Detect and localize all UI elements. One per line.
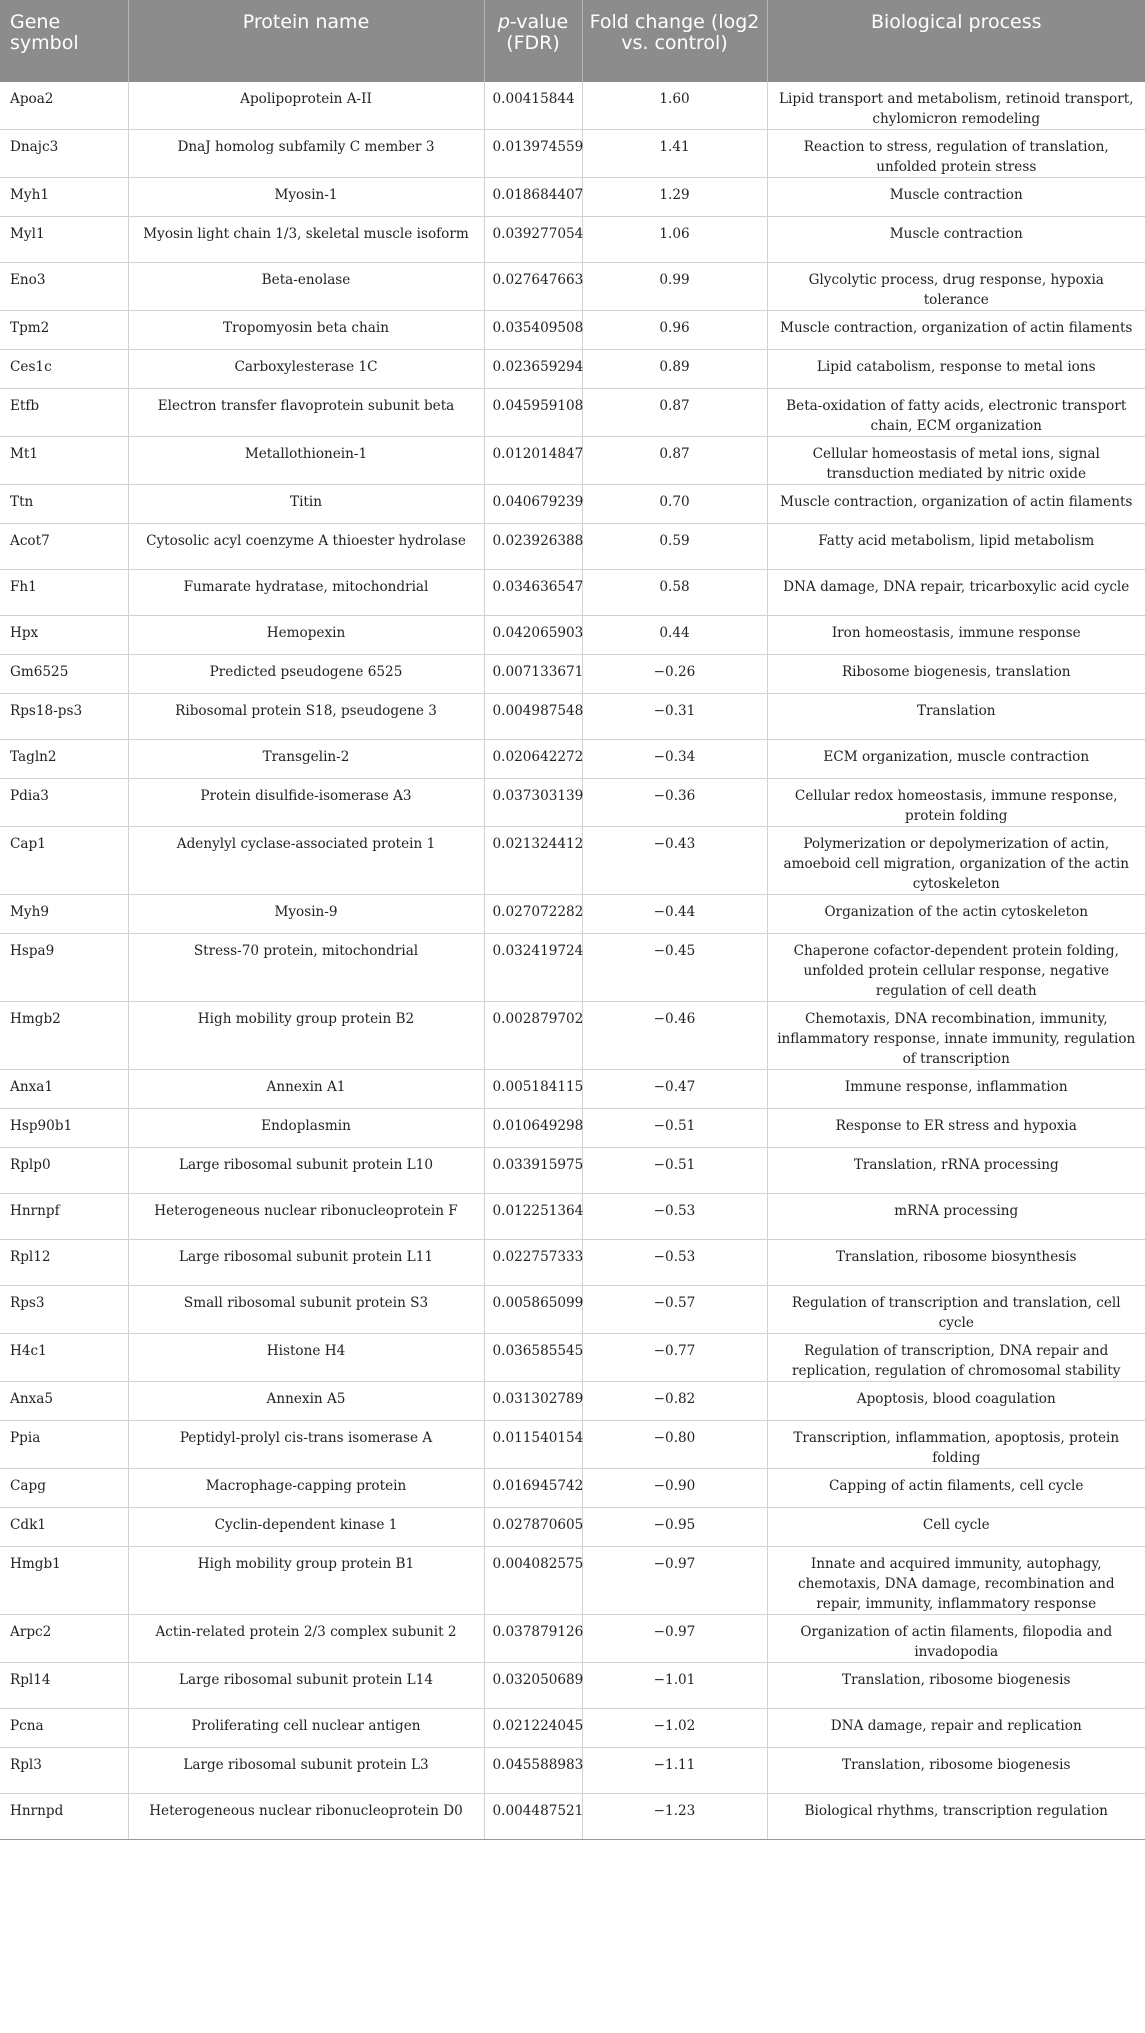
- table-row: [0, 178, 1145, 217]
- cell-biological-process: Chemotaxis, DNA recombination, immunity, inflammatory response, innate immunity, regulation of transcription: [767, 1002, 1145, 1070]
- table-row: [0, 311, 1145, 350]
- cell-fold-change: −0.34: [582, 740, 767, 779]
- cell-gene-symbol: Cdk1: [0, 1508, 128, 1547]
- cell-p-value: 0.033915975: [484, 1148, 582, 1194]
- cell-biological-process: Polymerization or depolymerization of actin, amoeboid cell migration, organization of the actin cytoskeleton: [767, 827, 1145, 895]
- cell-protein-name: Heterogeneous nuclear ribonucleoprotein F: [128, 1194, 484, 1240]
- cell-gene-symbol: Hsp90b1: [0, 1109, 128, 1148]
- cell-p-value: 0.023659294: [484, 350, 582, 389]
- cell-protein-name: Electron transfer flavoprotein subunit beta: [128, 389, 484, 437]
- cell-gene-symbol: Hmgb2: [0, 1002, 128, 1070]
- table-row: [0, 82, 1145, 130]
- table-row: [0, 1421, 1145, 1469]
- cell-p-value: 0.045959108: [484, 389, 582, 437]
- cell-fold-change: −1.02: [582, 1709, 767, 1748]
- cell-gene-symbol: Rpl3: [0, 1748, 128, 1794]
- cell-p-value: 0.023926388: [484, 524, 582, 570]
- cell-gene-symbol: Tpm2: [0, 311, 128, 350]
- cell-gene-symbol: Tagln2: [0, 740, 128, 779]
- table-row: [0, 1002, 1145, 1070]
- cell-gene-symbol: Rpl14: [0, 1663, 128, 1709]
- table-row: [0, 740, 1145, 779]
- table-row: [0, 1709, 1145, 1748]
- cell-p-value: 0.016945742: [484, 1469, 582, 1508]
- cell-p-value: 0.031302789: [484, 1382, 582, 1421]
- cell-p-value: 0.012251364: [484, 1194, 582, 1240]
- cell-protein-name: Peptidyl-prolyl cis-trans isomerase A: [128, 1421, 484, 1469]
- cell-gene-symbol: Ppia: [0, 1421, 128, 1469]
- table-row: [0, 694, 1145, 740]
- cell-biological-process: mRNA processing: [767, 1194, 1145, 1240]
- table-row: [0, 1070, 1145, 1109]
- cell-gene-symbol: H4c1: [0, 1334, 128, 1382]
- cell-biological-process: Organization of actin filaments, filopodia and invadopodia: [767, 1615, 1145, 1663]
- table-row: [0, 1508, 1145, 1547]
- cell-p-value: 0.020642272: [484, 740, 582, 779]
- cell-fold-change: 1.06: [582, 217, 767, 263]
- table-row: [0, 524, 1145, 570]
- cell-p-value: 0.004987548: [484, 694, 582, 740]
- cell-gene-symbol: Fh1: [0, 570, 128, 616]
- table-row: [0, 1469, 1145, 1508]
- cell-protein-name: Myosin-9: [128, 895, 484, 934]
- cell-biological-process: Lipid catabolism, response to metal ions: [767, 350, 1145, 389]
- cell-p-value: 0.021324412: [484, 827, 582, 895]
- cell-biological-process: Response to ER stress and hypoxia: [767, 1109, 1145, 1148]
- cell-gene-symbol: Rpl12: [0, 1240, 128, 1286]
- cell-biological-process: Muscle contraction, organization of actin filaments: [767, 485, 1145, 524]
- cell-gene-symbol: Acot7: [0, 524, 128, 570]
- cell-biological-process: Translation, ribosome biosynthesis: [767, 1240, 1145, 1286]
- cell-fold-change: −1.23: [582, 1794, 767, 1840]
- cell-fold-change: 1.41: [582, 130, 767, 178]
- cell-gene-symbol: Arpc2: [0, 1615, 128, 1663]
- cell-biological-process: Transcription, inflammation, apoptosis, protein folding: [767, 1421, 1145, 1469]
- header-p-value-italic: p: [497, 11, 510, 33]
- cell-protein-name: Cyclin-dependent kinase 1: [128, 1508, 484, 1547]
- cell-p-value: 0.035409508: [484, 311, 582, 350]
- cell-gene-symbol: Rps3: [0, 1286, 128, 1334]
- cell-biological-process: DNA damage, DNA repair, tricarboxylic acid cycle: [767, 570, 1145, 616]
- cell-protein-name: Transgelin-2: [128, 740, 484, 779]
- cell-gene-symbol: Myh9: [0, 895, 128, 934]
- cell-p-value: 0.011540154: [484, 1421, 582, 1469]
- cell-fold-change: −0.53: [582, 1240, 767, 1286]
- cell-protein-name: Hemopexin: [128, 616, 484, 655]
- cell-fold-change: 0.96: [582, 311, 767, 350]
- cell-p-value: 0.027072282: [484, 895, 582, 934]
- cell-biological-process: Translation, ribosome biogenesis: [767, 1663, 1145, 1709]
- cell-protein-name: Protein disulfide-isomerase A3: [128, 779, 484, 827]
- cell-fold-change: −1.11: [582, 1748, 767, 1794]
- cell-p-value: 0.004487521: [484, 1794, 582, 1840]
- table-row: [0, 1794, 1145, 1840]
- cell-protein-name: Annexin A1: [128, 1070, 484, 1109]
- cell-biological-process: Cellular homeostasis of metal ions, signal transduction mediated by nitric oxide: [767, 437, 1145, 485]
- cell-protein-name: Titin: [128, 485, 484, 524]
- cell-fold-change: −0.97: [582, 1615, 767, 1663]
- cell-p-value: 0.037303139: [484, 779, 582, 827]
- header-gene-symbol: Gene symbol: [0, 0, 128, 82]
- cell-p-value: 0.032419724: [484, 934, 582, 1002]
- cell-fold-change: −1.01: [582, 1663, 767, 1709]
- table-row: [0, 1615, 1145, 1663]
- cell-biological-process: Muscle contraction, organization of actin filaments: [767, 311, 1145, 350]
- header-fold-change: Fold change (log2 vs. control): [582, 0, 767, 82]
- cell-p-value: 0.032050689: [484, 1663, 582, 1709]
- table-row: [0, 217, 1145, 263]
- cell-protein-name: Apolipoprotein A-II: [128, 82, 484, 130]
- table-row: [0, 1547, 1145, 1615]
- cell-fold-change: −0.45: [582, 934, 767, 1002]
- table-row: [0, 1382, 1145, 1421]
- cell-biological-process: DNA damage, repair and replication: [767, 1709, 1145, 1748]
- cell-biological-process: Organization of the actin cytoskeleton: [767, 895, 1145, 934]
- cell-p-value: 0.042065903: [484, 616, 582, 655]
- cell-p-value: 0.027870605: [484, 1508, 582, 1547]
- cell-biological-process: Cell cycle: [767, 1508, 1145, 1547]
- cell-biological-process: Muscle contraction: [767, 178, 1145, 217]
- cell-biological-process: ECM organization, muscle contraction: [767, 740, 1145, 779]
- cell-fold-change: −0.47: [582, 1070, 767, 1109]
- cell-gene-symbol: Capg: [0, 1469, 128, 1508]
- table-row: [0, 263, 1145, 311]
- cell-protein-name: Myosin-1: [128, 178, 484, 217]
- cell-gene-symbol: Hmgb1: [0, 1547, 128, 1615]
- cell-gene-symbol: Etfb: [0, 389, 128, 437]
- cell-p-value: 0.018684407: [484, 178, 582, 217]
- table-row: [0, 934, 1145, 1002]
- cell-protein-name: Carboxylesterase 1C: [128, 350, 484, 389]
- cell-protein-name: Myosin light chain 1/3, skeletal muscle isoform: [128, 217, 484, 263]
- table-row: [0, 1334, 1145, 1382]
- cell-fold-change: 0.58: [582, 570, 767, 616]
- table-header-row: [0, 0, 1145, 82]
- cell-p-value: 0.002879702: [484, 1002, 582, 1070]
- cell-fold-change: −0.44: [582, 895, 767, 934]
- cell-gene-symbol: Mt1: [0, 437, 128, 485]
- cell-fold-change: −0.77: [582, 1334, 767, 1382]
- table-row: [0, 1663, 1145, 1709]
- cell-protein-name: High mobility group protein B2: [128, 1002, 484, 1070]
- cell-gene-symbol: Anxa1: [0, 1070, 128, 1109]
- cell-biological-process: Biological rhythms, transcription regulation: [767, 1794, 1145, 1840]
- cell-fold-change: 0.99: [582, 263, 767, 311]
- cell-biological-process: Glycolytic process, drug response, hypoxia tolerance: [767, 263, 1145, 311]
- table-row: [0, 1748, 1145, 1794]
- cell-gene-symbol: Myh1: [0, 178, 128, 217]
- cell-protein-name: Macrophage-capping protein: [128, 1469, 484, 1508]
- cell-gene-symbol: Cap1: [0, 827, 128, 895]
- cell-gene-symbol: Pdia3: [0, 779, 128, 827]
- cell-fold-change: −0.46: [582, 1002, 767, 1070]
- cell-protein-name: Beta-enolase: [128, 263, 484, 311]
- cell-biological-process: Innate and acquired immunity, autophagy, chemotaxis, DNA damage, recombination and repair, immunity, inflammatory response: [767, 1547, 1145, 1615]
- cell-p-value: 0.039277054: [484, 217, 582, 263]
- cell-fold-change: 0.89: [582, 350, 767, 389]
- cell-protein-name: Annexin A5: [128, 1382, 484, 1421]
- cell-protein-name: Stress-70 protein, mitochondrial: [128, 934, 484, 1002]
- cell-gene-symbol: Anxa5: [0, 1382, 128, 1421]
- cell-biological-process: Apoptosis, blood coagulation: [767, 1382, 1145, 1421]
- cell-gene-symbol: Gm6525: [0, 655, 128, 694]
- cell-gene-symbol: Hnrnpf: [0, 1194, 128, 1240]
- table-row: [0, 1286, 1145, 1334]
- cell-fold-change: −0.36: [582, 779, 767, 827]
- cell-p-value: 0.037879126: [484, 1615, 582, 1663]
- cell-biological-process: Fatty acid metabolism, lipid metabolism: [767, 524, 1145, 570]
- cell-p-value: 0.010649298: [484, 1109, 582, 1148]
- header-p-value-rest: -value (FDR): [506, 11, 569, 54]
- cell-gene-symbol: Eno3: [0, 263, 128, 311]
- cell-fold-change: −0.51: [582, 1109, 767, 1148]
- cell-p-value: 0.00415844: [484, 82, 582, 130]
- cell-protein-name: Large ribosomal subunit protein L10: [128, 1148, 484, 1194]
- cell-protein-name: Ribosomal protein S18, pseudogene 3: [128, 694, 484, 740]
- cell-protein-name: Heterogeneous nuclear ribonucleoprotein D0: [128, 1794, 484, 1840]
- cell-biological-process: Capping of actin filaments, cell cycle: [767, 1469, 1145, 1508]
- cell-p-value: 0.007133671: [484, 655, 582, 694]
- cell-p-value: 0.027647663: [484, 263, 582, 311]
- cell-gene-symbol: Rps18-ps3: [0, 694, 128, 740]
- cell-protein-name: Large ribosomal subunit protein L11: [128, 1240, 484, 1286]
- cell-biological-process: Beta-oxidation of fatty acids, electronic transport chain, ECM organization: [767, 389, 1145, 437]
- cell-fold-change: −0.97: [582, 1547, 767, 1615]
- table-row: [0, 655, 1145, 694]
- cell-p-value: 0.034636547: [484, 570, 582, 616]
- table-row: [0, 1148, 1145, 1194]
- table-row: [0, 1240, 1145, 1286]
- cell-fold-change: 0.70: [582, 485, 767, 524]
- cell-fold-change: −0.31: [582, 694, 767, 740]
- table-row: [0, 570, 1145, 616]
- cell-protein-name: Large ribosomal subunit protein L3: [128, 1748, 484, 1794]
- cell-fold-change: 0.87: [582, 437, 767, 485]
- header-protein-name: Protein name: [128, 0, 484, 82]
- cell-biological-process: Translation, rRNA processing: [767, 1148, 1145, 1194]
- cell-gene-symbol: Rplp0: [0, 1148, 128, 1194]
- cell-p-value: 0.005184115: [484, 1070, 582, 1109]
- cell-biological-process: Lipid transport and metabolism, retinoid transport, chylomicron remodeling: [767, 82, 1145, 130]
- cell-gene-symbol: Ces1c: [0, 350, 128, 389]
- table-body: [0, 82, 1145, 1840]
- cell-biological-process: Immune response, inflammation: [767, 1070, 1145, 1109]
- cell-biological-process: Ribosome biogenesis, translation: [767, 655, 1145, 694]
- cell-biological-process: Translation: [767, 694, 1145, 740]
- cell-p-value: 0.045588983: [484, 1748, 582, 1794]
- cell-p-value: 0.040679239: [484, 485, 582, 524]
- cell-fold-change: −0.90: [582, 1469, 767, 1508]
- cell-fold-change: −0.53: [582, 1194, 767, 1240]
- cell-fold-change: −0.26: [582, 655, 767, 694]
- cell-gene-symbol: Apoa2: [0, 82, 128, 130]
- cell-p-value: 0.021224045: [484, 1709, 582, 1748]
- cell-protein-name: Cytosolic acyl coenzyme A thioester hydrolase: [128, 524, 484, 570]
- cell-p-value: 0.036585545: [484, 1334, 582, 1382]
- cell-protein-name: Metallothionein-1: [128, 437, 484, 485]
- cell-gene-symbol: Pcna: [0, 1709, 128, 1748]
- cell-fold-change: 0.59: [582, 524, 767, 570]
- cell-fold-change: −0.80: [582, 1421, 767, 1469]
- cell-fold-change: −0.95: [582, 1508, 767, 1547]
- cell-biological-process: Reaction to stress, regulation of translation, unfolded protein stress: [767, 130, 1145, 178]
- table-row: [0, 130, 1145, 178]
- cell-protein-name: Fumarate hydratase, mitochondrial: [128, 570, 484, 616]
- cell-fold-change: −0.51: [582, 1148, 767, 1194]
- table-row: [0, 779, 1145, 827]
- table-row: [0, 350, 1145, 389]
- cell-protein-name: Predicted pseudogene 6525: [128, 655, 484, 694]
- cell-biological-process: Cellular redox homeostasis, immune response, protein folding: [767, 779, 1145, 827]
- cell-p-value: 0.005865099: [484, 1286, 582, 1334]
- header-biological-process: Biological process: [767, 0, 1145, 82]
- cell-protein-name: DnaJ homolog subfamily C member 3: [128, 130, 484, 178]
- cell-protein-name: Actin-related protein 2/3 complex subunit 2: [128, 1615, 484, 1663]
- cell-gene-symbol: Hpx: [0, 616, 128, 655]
- table-row: [0, 389, 1145, 437]
- cell-fold-change: 0.87: [582, 389, 767, 437]
- cell-fold-change: 1.29: [582, 178, 767, 217]
- cell-p-value: 0.004082575: [484, 1547, 582, 1615]
- cell-protein-name: Adenylyl cyclase-associated protein 1: [128, 827, 484, 895]
- cell-fold-change: −0.82: [582, 1382, 767, 1421]
- cell-gene-symbol: Ttn: [0, 485, 128, 524]
- table-row: [0, 1109, 1145, 1148]
- table-row: [0, 437, 1145, 485]
- cell-gene-symbol: Dnajc3: [0, 130, 128, 178]
- cell-biological-process: Iron homeostasis, immune response: [767, 616, 1145, 655]
- cell-p-value: 0.013974559: [484, 130, 582, 178]
- cell-fold-change: 1.60: [582, 82, 767, 130]
- cell-biological-process: Regulation of transcription, DNA repair and replication, regulation of chromosomal stability: [767, 1334, 1145, 1382]
- table-row: [0, 616, 1145, 655]
- table-row: [0, 827, 1145, 895]
- cell-biological-process: Translation, ribosome biogenesis: [767, 1748, 1145, 1794]
- cell-gene-symbol: Hnrnpd: [0, 1794, 128, 1840]
- cell-protein-name: Tropomyosin beta chain: [128, 311, 484, 350]
- cell-fold-change: 0.44: [582, 616, 767, 655]
- cell-p-value: 0.012014847: [484, 437, 582, 485]
- cell-fold-change: −0.57: [582, 1286, 767, 1334]
- cell-biological-process: Muscle contraction: [767, 217, 1145, 263]
- cell-gene-symbol: Myl1: [0, 217, 128, 263]
- cell-protein-name: Small ribosomal subunit protein S3: [128, 1286, 484, 1334]
- cell-protein-name: Proliferating cell nuclear antigen: [128, 1709, 484, 1748]
- cell-protein-name: High mobility group protein B1: [128, 1547, 484, 1615]
- cell-gene-symbol: Hspa9: [0, 934, 128, 1002]
- cell-biological-process: Regulation of transcription and translation, cell cycle: [767, 1286, 1145, 1334]
- table-row: [0, 1194, 1145, 1240]
- table-row: [0, 895, 1145, 934]
- cell-protein-name: Large ribosomal subunit protein L14: [128, 1663, 484, 1709]
- header-p-value: [484, 0, 582, 82]
- table-row: [0, 485, 1145, 524]
- cell-biological-process: Chaperone cofactor-dependent protein folding, unfolded protein cellular response, negative regulation of cell death: [767, 934, 1145, 1002]
- cell-p-value: 0.022757333: [484, 1240, 582, 1286]
- cell-protein-name: Histone H4: [128, 1334, 484, 1382]
- cell-protein-name: Endoplasmin: [128, 1109, 484, 1148]
- cell-fold-change: −0.43: [582, 827, 767, 895]
